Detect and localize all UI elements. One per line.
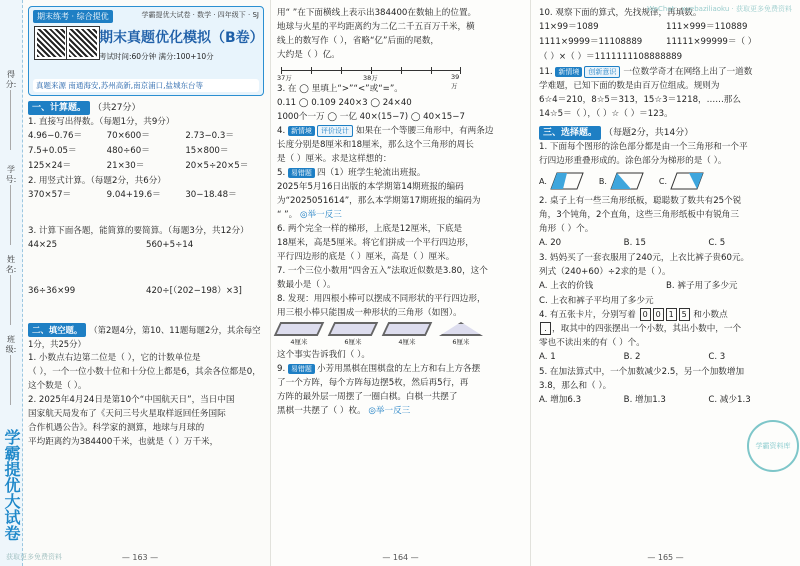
choice-2-options: A. 20 B. 15 C. 5 [539,238,726,248]
q3-row: 44×25 560+5÷14 [28,240,194,250]
choice-1-options [539,171,793,191]
stick-shape: 4厘米 [277,322,321,346]
choice-5-options: A. 增加6.3 B. 增加1.3 C. 减少1.3 [539,395,751,405]
qr-code-icon [67,27,99,59]
fill-2-cont: 用“ ”在下面横线上表示出384400在数轴上的位置。 [277,8,477,18]
question-2: 2. 用竖式计算。（每题2分，共6分） [28,176,166,186]
score-line [10,90,11,150]
q1-row: 7.5+0.05＝ 480÷60＝ 15×800＝ [28,146,229,156]
page-163 [0,0,270,566]
section-fill: 二、填空题。 （第2题4分，第10、11题每题2分，其余每空1分，共25分） [28,325,261,349]
fill-2-cont: 地球与火星的平均距离约为二亿二千五百万千米，横 [277,22,475,32]
fill-11: 11. 新情境 创新意识 一位数学奇才在网络上出了一道数 [539,67,753,77]
fill-6: 6. 两个完全一样的梯形，上底是12厘米，下底是 [277,224,463,234]
tick [311,67,312,74]
stick-figures [277,322,523,346]
stick-shape: 6厘米 [331,322,375,346]
fill-1: 1. 小数点右边第二位是（ ），它的计数单位是 [28,353,201,363]
question-1: 1. 直接写出得数。（每题1分，共9分） [28,117,175,127]
exam-header [28,6,264,96]
tick [431,67,432,74]
exam-info: 考试时间:60分钟 满分:100+10分 [99,52,214,61]
choice-5: 5. 在加法算式中，一个加数减少2.5，另一个加数增加 [539,367,745,377]
source-regions: 真题来源 南通海安,苏州高新,南京浦口,盐城东台等 [33,79,259,92]
tick-label: 37万 [277,74,292,82]
fill-4: 4. 新情境 评价设计 如果在一个等腰三角形中，有两条边 [277,126,494,136]
fill-5: 5. 易错题 四（1）班学生轮流出班报。 [277,168,426,178]
section-badge: 二、填空题。 [28,323,86,337]
choice-2: 2. 桌子上有一些三角形纸板，聪聪数了数共有25个锐 [539,196,742,206]
tick-label: 38万 [363,74,378,82]
section-badge: 三、选择题。 [539,126,601,140]
fill-8: 8. 发现：用四根小棒可以摆成不同形状的平行四边形， [277,294,486,304]
corner-note: 获取更多免费资料 [6,553,62,561]
class-line [10,355,11,405]
section-calc: 一、计算题。 （共27分） [28,101,264,115]
trapezoid-figure-icon [669,171,705,191]
option-c[interactable]: C. [659,171,705,191]
fill-3-a: 0.11 ◯ 0.109 240×3 ◯ 24×40 [277,98,412,108]
question-3: 3. 计算下面各题，能简算的要简算。（每题3分，共12分） [28,226,249,236]
fill-2-cont: 线上的数写作（ ），省略“亿”后面的尾数， [277,36,440,46]
fill-2-cont: 合作机遇公告》。科学家的测算，地球与月球的 [28,423,205,433]
page-164: 用“ ”在下面横线上表示出384400在数轴上的位置。 地球与火星的平均距离约为二亿二千五百万千米，横 线上的数写作（ ），省略“亿”后面的尾数， 大约是（ ）亿。 37万 38万 39万 3. 在 ◯ 里填上“>”“<”或“=”。 0.11 ◯ 0.109 240×3 ◯ 24×40 1000个一万 ◯ 一亿 40×(15−7) ◯ 40×15−7 4. 新情境 评价设计 如果在一个等腰三角形中，有两条边 长度分别是8厘米和18厘米，那么这个三角形的周长 是（ ）厘米。求是这样想的： 5. 易错题 四（1）班学生轮流出班报。 2025年5月16日出版的本学期第14期班报的编码 为“2025051614”，那么本学期第17期班报的编码为 “ ”。 ◎举一反三 6. 两个完全一样的梯形，上底是12厘米，下底是 18厘米，高是5厘米。将它们拼成一个平行四边形， 平行四边形的底是（ ）厘米，高是（ ）厘米。 7. 一个三位小数用“四舍五入”法取近似数是3.80，这个 数最小是（ ）。 8. 发现：用四根小棒可以摆成不同形状的平行四边形， 用三根小棒只能围成一种形状的三角形（如图）。 4厘米 6厘米 4厘米 6厘米 这个事实告诉我们（ ）。 9. 易错题 小芳用黑棋在围棋盘的左上方和右上方各摆 了一个方阵，每个方阵每边摆5枚，然后再5行，再 方阵的最外层一周摆了一圈白棋。白棋一共摆了 黑棋一共摆了（ ）枚。 ◎举一反三 — 164 — [270,0,530,566]
fill-7: 7. 一个三位小数用“四舍五入”法取近似数是3.80，这个 [277,266,488,276]
binding-strip [0,0,23,566]
fill-2-cont: 平均距离约为384400千米，也就是（ ）万千米， [28,437,219,447]
section-choice: 三、选择题。 （每题2分，共14分） [539,126,793,140]
exam-title: 期末真题优化模拟（B卷） [99,30,264,46]
option-a[interactable]: A. [539,171,585,191]
header-tag: 期末练考 · 综合提优 [33,10,113,23]
page-number: — 165 — [647,553,684,562]
choice-3: 3. 妈妈买了一套衣服用了240元，上衣比裤子贵60元。 [539,253,750,263]
choice-1: 1. 下面每个图形的涂色部分都是由一个三角形和一个平 [539,142,748,152]
class-label: 班级: [5,335,17,354]
stick-shape: 6厘米 [439,322,483,346]
fill-3: 3. 在 ◯ 里填上“>”“<”或“=”。 [277,84,403,94]
q2-row: 370×57＝ 9.04+19.6＝ 30−18.48＝ [28,190,237,200]
choice-3-options: A. 上衣的价钱 B. 裤子用了多少元 [539,281,738,291]
section-badge: 一、计算题。 [28,101,90,115]
option-b[interactable]: B. [599,171,645,191]
fill-2-cont: 国家航天局发布了《天问三号火星取样返回任务国际 [28,409,226,419]
q10-row: （ ）×（ ）＝1111111108888889 [539,52,683,62]
brand-vertical: 学霸提优大试卷 [2,429,21,541]
name-label: 姓名: [5,255,17,274]
fill-2-cont: 大约是（ ）亿。 [277,50,340,60]
fill-10: 10. 观察下面的算式，先找规律，再填数。 [539,8,702,18]
corner-watermark: WeChat：xuebaziliaoku · 获取更多免费资料 [647,5,792,13]
fill-2: 2. 2025年4月24日是第10个“中国航天日”，当日中国 [28,395,235,405]
stick-shape: 4厘米 [385,322,429,346]
choice-4-options: A. 1 B. 2 C. 3 [539,352,726,362]
trapezoid-figure-icon [609,171,645,191]
score-label: 得分: [5,70,17,89]
qr-code-icon [35,27,67,59]
choice-4: 4. 有五张卡片，分别写着 0 0 1 5 和小数点 [539,310,728,320]
trapezoid-figure-icon [549,171,585,191]
fill-3-b: 1000个一万 ◯ 一亿 40×(15−7) ◯ 40×15−7 [277,112,465,122]
q3-row: 36÷36×99 420÷[（202−198）×3] [28,286,242,296]
page-number: — 164 — [382,553,419,562]
fill-1-cont: （ ），一个一位小数十位和十分位上都是6，其余各位都是0，这个数是（ ）。 [28,367,261,391]
q1-row: 4.96−0.76＝ 70×600＝ 2.73−0.3＝ [28,131,234,141]
page-number: — 163 — [121,553,159,562]
tick [341,67,342,74]
tick [401,67,402,74]
q1-row: 125×24＝ 21×30＝ 20×5÷20×5＝ [28,161,249,171]
page-165: 10. 观察下面的算式，先找规律，再填数。 11×99＝1089 111×999＝110889 1111×9999＝11108889 11111×99999＝（ ） （ ）×（ ）＝1111111108888889 11. 新情境 创新意识 一位数学奇才在网络上出了一道数 学难题，已知下面的数是由百万位组成。规则为 6☆4＝210，8☆5＝313，15☆3＝1218，……那么 14☆5＝（ ），（ ）☆（ ）＝123。 三、选择题。 （每题2分，共14分） 1. 下面每个图形的涂色部分都是由一个三角形和一个平 行四边形重叠形成的。涂色部分为梯形的是（ ）。 A. B. C. 2. 桌子上有一些三角形纸板，聪聪数了数共有25个锐 角，3个钝角，2个直角，这些三角形纸板中有锐角三 角形（ ）个。 A. 20 B. 15 C. 5 3. 妈妈买了一套衣服用了240元，上衣比裤子贵60元。 列式（240+60）÷2求的是（ ）。 A. 上衣的价钱 B. 裤子用了多少元 C. 上衣和裤子平均用了多少元 4. 有五张卡片，分别写着 0 0 1 5 和小数点 . ，取其中的四张摆出一个小数，其出小数中，一个 零也不读出来的有（ ）个。 A. 1 B. 2 C. 3 5. 在加法算式中，一个加数减少2.5，另一个加数增加 3.8，那么和（ ）。 A. 增加6.3 B. 增加1.3 C. 减少1.3 学霸资料库 — 165 — WeChat：xuebaziliaoku · 获取更多免费资料 [530,0,800,566]
name-line [10,275,11,325]
stamp-watermark: 学霸资料库 [747,420,799,472]
tick-label: 39万 [451,73,460,90]
q10-row: 1111×9999＝11108889 11111×99999＝（ ） [539,37,757,47]
id-line [10,185,11,245]
id-label: 学号: [5,165,17,184]
fill-9: 9. 易错题 小芳用黑棋在围棋盘的左上方和右上方各摆 [277,364,481,374]
header-meta: 学霸提优大试卷 · 数学 · 四年级下 · SJ [141,11,259,19]
q10-row: 11×99＝1089 111×999＝110889 [539,22,748,32]
